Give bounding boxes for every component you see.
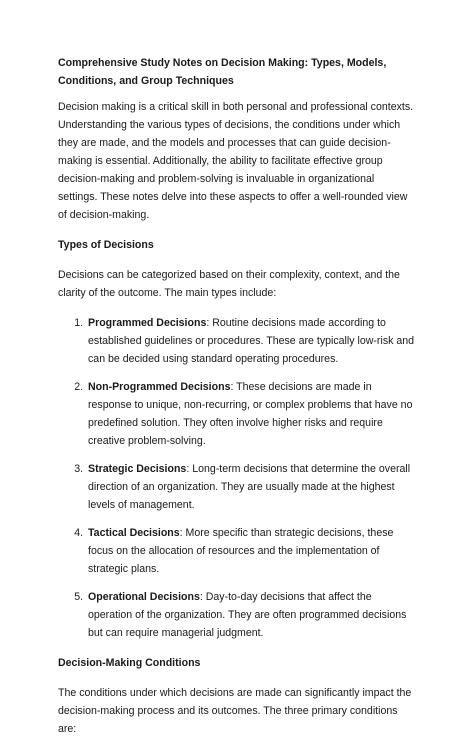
list-item — [86, 588, 416, 642]
list-item-text: : Long-term decisions that determine the overall direction of an organization. They are usually made at the highest levels of management. — [88, 463, 411, 511]
conditions-intro-paragraph: The conditions under which decisions are made can significantly impact the decision-making process and its outcomes. The three primary conditions are: — [58, 687, 412, 735]
list-item — [86, 314, 416, 368]
list-item-term: Programmed Decisions — [88, 317, 207, 329]
list-item-term: Operational Decisions — [88, 591, 200, 603]
list-item — [86, 460, 416, 514]
intro-paragraph: Decision making is a critical skill in both personal and professional contexts. Understanding the various types of decisions, the conditions under which they are made, and the models and processes that can guide decision-making is essential. Additionally, the ability to facilitate effective group decision-making and problem-solving is invaluable in organizational settings. These notes delve into these aspects to offer a well-rounded view of decision-making. — [58, 101, 414, 221]
list-item-text: : More specific than strategic decisions, these focus on the allocation of resources and the implementation of strategic plans. — [88, 527, 394, 575]
list-item-term: Strategic Decisions — [88, 463, 187, 475]
list-item — [86, 378, 416, 450]
list-item-term: Non-Programmed Decisions — [88, 381, 231, 393]
document-title: Comprehensive Study Notes on Decision Making: Types, Models, Conditions, and Group Techniques — [58, 57, 387, 87]
list-item-term: Tactical Decisions — [88, 527, 180, 539]
conditions-heading: Decision-Making Conditions — [58, 657, 201, 669]
types-intro-paragraph: Decisions can be categorized based on their complexity, context, and the clarity of the outcome. The main types include: — [58, 269, 400, 299]
list-item-text: : Day-to-day decisions that affect the operation of the organization. They are often programmed decisions but can require managerial judgment. — [88, 591, 407, 639]
decision-types-list — [58, 314, 416, 642]
list-item — [86, 524, 416, 578]
list-item-text: : These decisions are made in response to unique, non-recurring, or complex problems that have no predefined solution. They often involve higher risks and require creative problem-solving. — [88, 381, 413, 447]
types-heading: Types of Decisions — [58, 239, 154, 251]
list-item-text: : Routine decisions made according to established guidelines or procedures. These are typically low-risk and can be decided using standard operating procedures. — [88, 317, 415, 365]
